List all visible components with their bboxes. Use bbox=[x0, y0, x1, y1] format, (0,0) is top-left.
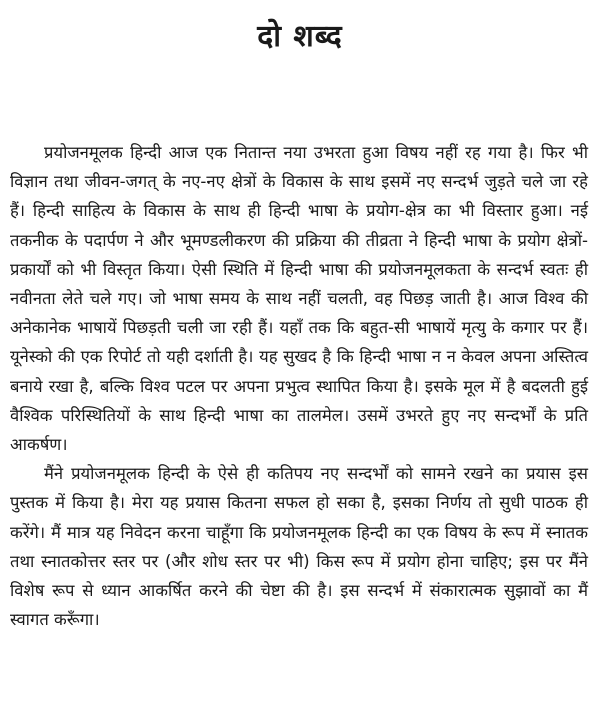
paragraph: प्रयोजनमूलक हिन्दी आज एक नितान्त नया उभरता हुआ विषय नहीं रह गया है। फिर भी विज्ञान तथा जीवन-जगत् के नए-नए क्षेत्रों के विकास के साथ इसमें नए सन्दर्भ जुड़ते चले जा रहे हैं। हिन्दी साहित्य के विकास के साथ ही हिन्दी भाषा के प्रयोग-क्षेत्र का भी विस्तार हुआ। नई तकनीक के पदार्पण ने और भूमण्डलीकरण की प्रक्रिया की तीव्रता ने हिन्दी भाषा के प्रयोग क्षेत्रों-प्रकार्यों को भी विस्तृत किया। ऐसी स्थिति में हिन्दी भाषा की प्रयोजनमूलकता के सन्दर्भ स्वतः ही नवीनता लेते चले गए। जो भाषा समय के साथ नहीं चलती, वह पिछड़ जाती है। आज विश्व की अनेकानेक भाषायें पिछड़ती चली जा रही हैं। यहाँ तक कि बहुत-सी भाषायें मृत्यु के कगार पर हैं। यूनेस्को की एक रिपोर्ट तो यही दर्शाती है। यह सुखद है कि हिन्दी भाषा न न केवल अपना अस्तित्व बनाये रखा है, बल्कि विश्व पटल पर अपना प्रभुत्व स्थापित किया है। इसके मूल में है बदलती हुई वैश्विक परिस्थितियों के साथ हिन्दी भाषा का तालमेल। उसमें उभरते हुए नए सन्दर्भों के प्रति आकर्षण। bbox=[10, 143, 588, 455]
page-title: दो शब्द bbox=[257, 19, 343, 54]
body-text bbox=[10, 138, 588, 634]
paragraph: मैंने प्रयोजनमूलक हिन्दी के ऐसे ही कतिपय नए सन्दर्भों को सामने रखने का प्रयास इस पुस्तक में किया है। मेरा यह प्रयास कितना सफल हो सका है, इसका निर्णय तो सुधी पाठक ही करेंगे। मैं मात्र यह निवेदन करना चाहूँगा कि प्रयोजनमूलक हिन्दी का एक विषय के रूप में स्नातक तथा स्नातकोत्तर स्तर पर (और शोध स्तर पर भी) किस रूप में प्रयोग होना चाहिए; इस पर मैंने विशेष रूप से ध्यान आकर्षित करने की चेष्टा की है। इस सन्दर्भ में संकारात्मक सुझावों का मैं स्वागत करूँगा। bbox=[10, 464, 588, 630]
